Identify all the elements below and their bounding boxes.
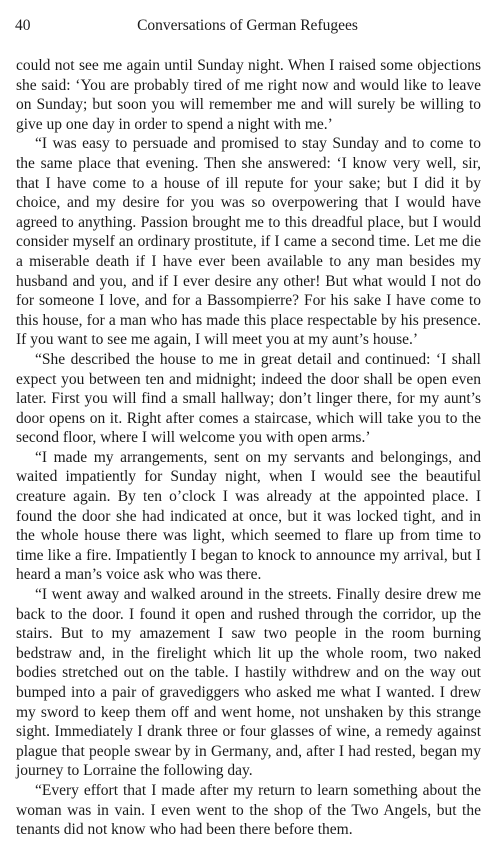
paragraph: “I was easy to persuade and promised to stay Sunday and to come to the same place that evening. Then she answered: ‘I know very well, sir, that I have come to a house of ill repute for your sake; but I did it by choice, and my desire for you was so overpowering that I would have agreed to anything. Passion brought me to this dreadful place, but I would consider myself an ordinary prostitute, if I came a second time. Let me die a miserable death if I have ever been available to any man besides my husband and you, and if I ever desire any other! But what would I not do for someone I love, and for a Bassompierre? For his sake I have come to this house, for a man who has made this place respectable by his presence. If you want to see me again, I will meet you at my aunt’s house.’ bbox=[16, 135, 481, 349]
page-number: 40 bbox=[15, 17, 31, 34]
paragraph: “She described the house to me in great detail and continued: ‘I shall expect you between ten and midnight; indeed the door shall be open even later. First you will find a small hallway; don’t linger there, for my aunt’s door opens on it. Right after comes a staircase, which will take you to the second floor, where I will welcome you with open arms.’ bbox=[16, 350, 481, 447]
paragraph: “I made my arrangements, sent on my servants and belongings, and waited impatiently for Sunday night, when I would see the beautiful creature again. By ten o’clock I was already at the appointed place. I found the door she had indicated at once, but it was locked tight, and in the whole house there was light, which seemed to flare up from time to time like a fire. Impatiently I began to knock to announce my arrival, but I heard a man’s voice ask who was there. bbox=[16, 448, 481, 584]
running-head bbox=[15, 16, 480, 36]
running-title: Conversations of German Refugees bbox=[137, 17, 358, 34]
paragraph: “I went away and walked around in the streets. Finally desire drew me back to the door. I found it open and rushed through the corridor, up the stairs. But to my amazement I saw two people in the room burning bedstraw and, in the firelight which lit up the whole room, two naked bodies stretched out on the table. I hastily withdrew and on the way out bumped into a pair of gravediggers who asked me what I wanted. I drew my sword to keep them off and went home, not unshaken by this strange sight. Immediately I drank three or four glasses of wine, a remedy against plague that people swear by in Germany, and, after I had rested, began my journey to Lorraine the following day. bbox=[16, 586, 481, 780]
paragraph-continuation: could not see me again until Sunday night. When I raised some objections she said: ‘You are probably tired of me right now and would like to leave on Sunday; but soon you will remember me and will surely be willing to give up one day in order to spend a night with me.’ bbox=[16, 57, 481, 133]
paragraph: “Every effort that I made after my return to learn something about the woman was in vain. I even went to the shop of the Two Angels, but the tenants did not know who had been there before them. bbox=[16, 781, 481, 839]
body-text bbox=[16, 56, 481, 840]
